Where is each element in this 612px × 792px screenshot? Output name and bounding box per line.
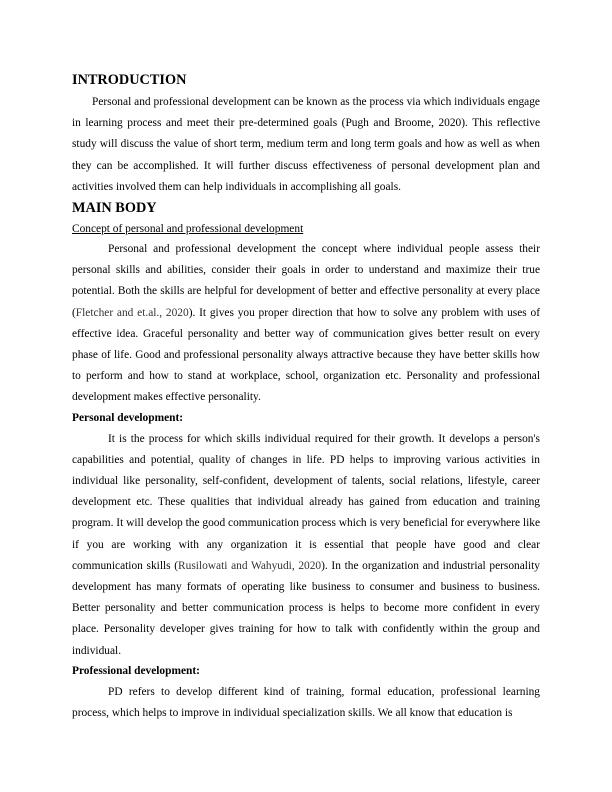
concept-paragraph [72,239,540,409]
personal-text-part-1: It is the process for which skills individual required for their growth. It develops a person's capabilities and potential, quality of changes in life. PD helps to improving various activities in individual like personality, self-confident, development of talents, social relations, lifestyle, career development etc. These qualities that individual already has gained from education and training program. It will develop the good communication process which is very beneficial for everywhere like if you are working with any organization it is essential that people have good and clear communication skills ( [72,432,540,572]
personal-development-paragraph [72,429,540,662]
concept-text-part-1: Personal and professional development the concept where individual people assess their personal skills and abilities, consider their goals in order to understand and maximize their true potential. Both the skills are helpful for development of better and effective personality at every place ( [72,243,540,319]
introduction-paragraph: Personal and professional development can be known as the process via which individuals engage in learning process and meet their pre-determined goals (Pugh and Broome, 2020). This reflective study will discuss the value of short term, medium term and long term goals and how as well as when they can be accomplished. It will further discuss effectiveness of personal development plan and activities involved them can help individuals in accomplishing all goals. [72,96,540,193]
concept-citation: Fletcher and et.al., 2020 [75,306,189,319]
introduction-heading: INTRODUCTION [72,72,187,88]
personal-citation: Rusilowati and Wahyudi, 2020 [178,559,322,572]
document-content [72,71,540,724]
concept-subheading: Concept of personal and professional development [72,223,304,236]
professional-development-subheading: Professional development: [72,664,200,677]
professional-development-paragraph: PD refers to develop different kind of training, formal education, professional learning process, which helps to improve in individual specialization skills. We all know that education is [72,685,540,720]
main-body-heading: MAIN BODY [72,200,157,217]
concept-text-part-2: ). It gives you proper direction that how to solve any problem with uses of effective idea. Graceful personality and better way of communication gives better result on every phase of life. Good and professional personality always attractive because they have better skills how to perform and how to stand at workplace, school, organization etc. Personality and professional development makes effective personality. [72,306,540,404]
personal-text-part-2: ). In the organization and industrial personality development has many formats of operating like business to consumer and business to business. Better personality and better communication process is helps to become more confident in every place. Personality developer gives training for how to talk with confidently within the group and individual. [72,559,540,657]
personal-development-subheading: Personal development: [72,411,184,424]
